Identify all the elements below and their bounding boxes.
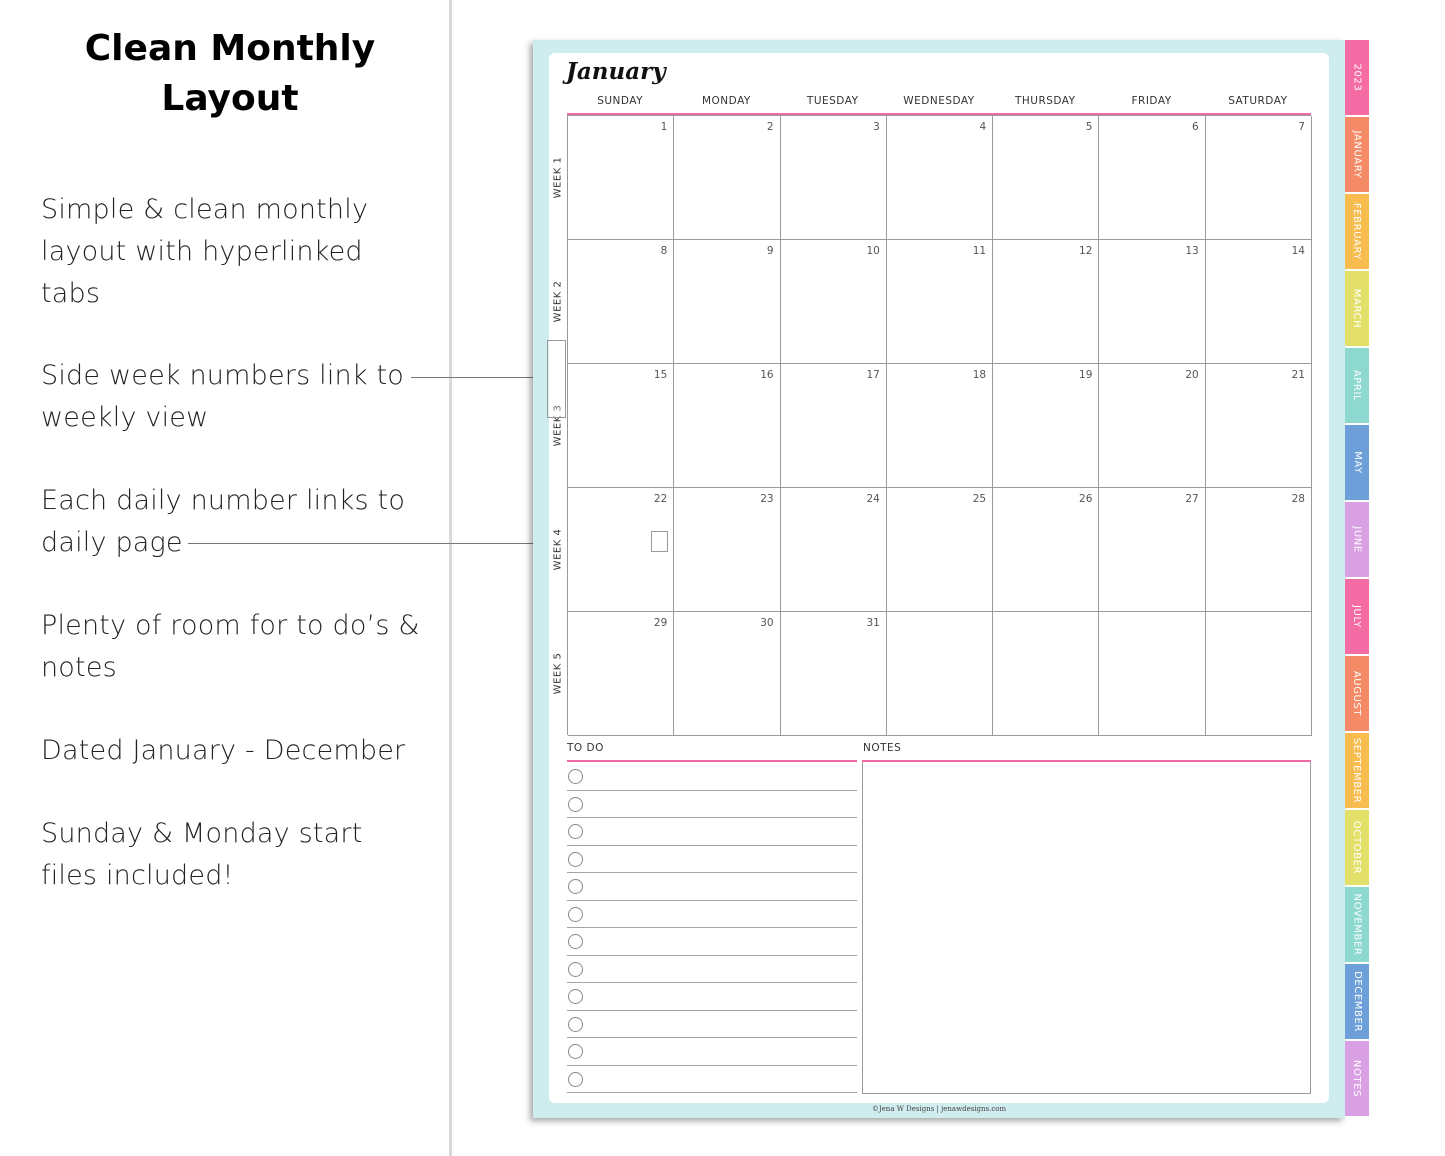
weekday-header: MONDAY [701,95,751,107]
headline [30,24,430,124]
todo-checkbox[interactable] [568,962,583,977]
tab-label: JANUARY [1351,130,1363,179]
day-number-link[interactable]: 19 [1079,369,1093,381]
tab-label: NOTES [1351,1059,1363,1098]
day-cell [1206,240,1312,364]
day-number-link[interactable]: 25 [972,493,987,505]
weekday-header: THURSDAY [1014,95,1076,107]
tab-january[interactable] [1345,117,1369,192]
day-cell [781,612,887,736]
todo-row[interactable] [567,1066,857,1094]
todo-row[interactable] [567,763,857,791]
day-cell [781,488,887,612]
day-number-link[interactable]: 26 [1079,493,1093,505]
weekday-header: TUESDAY [806,95,859,107]
day-number-link[interactable]: 30 [760,617,774,629]
feature-week-numbers: Side week numbers link to weekly view [41,360,404,433]
weekday-header: SUNDAY [597,95,644,107]
feature-start-files: Sunday & Monday start files included! [41,818,363,891]
week-label-text: WEEK 1 [552,156,564,198]
day-number-link[interactable]: 10 [866,245,880,257]
day-cell [1099,612,1205,736]
week-link-4[interactable] [545,499,571,599]
day-cell [1099,488,1205,612]
feature-panel [0,0,450,1156]
tab-label: AUGUST [1351,670,1363,717]
tab-label: MAY [1351,451,1363,474]
todo-row[interactable] [567,983,857,1011]
todo-checkbox[interactable] [568,879,583,894]
day-number-link[interactable]: 9 [766,245,774,257]
day-number-link[interactable]: 31 [866,617,880,629]
tab-february[interactable] [1345,194,1369,269]
day-cell [887,116,993,240]
day-number-link[interactable]: 22 [653,493,668,505]
todo-checkbox[interactable] [568,852,583,867]
tab-label: JUNE [1351,526,1363,553]
day-cell [568,364,674,488]
day-number-link[interactable]: 15 [653,369,668,381]
week-3-highlight [547,340,566,418]
day-number-link[interactable]: 21 [1291,369,1305,381]
day-number-link[interactable]: 8 [660,245,668,257]
day-number-link[interactable]: 20 [1185,369,1199,381]
day-number-link[interactable]: 18 [972,369,987,381]
day-number-link[interactable]: 24 [866,493,880,505]
todo-checkbox[interactable] [568,989,583,1004]
feature-todo-notes: Plenty of room for to do’s & notes [41,610,420,683]
tab-label: APRIL [1351,369,1363,402]
tab-label: FEBRUARY [1351,202,1363,261]
tab-2023[interactable] [1345,40,1369,115]
todo-row[interactable] [567,791,857,819]
weekday-header: SATURDAY [1228,95,1288,107]
day-number-link[interactable]: 2 [766,121,774,133]
day-number-link[interactable]: 1 [660,121,668,133]
tab-label: JULY [1351,604,1363,629]
tab-label: 2023 [1351,63,1363,92]
todo-checkbox[interactable] [568,1044,583,1059]
feature-daily-numbers: Each daily number links to daily page [41,485,406,558]
week-label-text: WEEK 5 [552,652,564,694]
tab-july[interactable] [1345,579,1369,654]
month-title: January [566,58,666,85]
notes-area[interactable] [862,762,1311,1094]
day-cell [781,364,887,488]
pointer-line-week [411,377,544,378]
day-number-link[interactable]: 17 [866,369,880,381]
todo-row[interactable] [567,901,857,929]
tab-october[interactable] [1345,810,1369,885]
feature-hyperlinked-tabs: Simple & clean monthly layout with hyperlinked tabs [41,194,369,309]
todo-row[interactable] [567,928,857,956]
todo-checkbox[interactable] [568,934,583,949]
tab-june[interactable] [1345,502,1369,577]
week-link-5[interactable] [545,623,571,723]
day-number-link[interactable]: 28 [1291,493,1305,505]
todo-row[interactable] [567,1011,857,1039]
day-cell [993,612,1099,736]
day-number-link[interactable]: 3 [873,121,880,133]
panel-divider [449,0,452,1156]
day-cell [568,240,674,364]
day-number-link[interactable]: 12 [1079,245,1093,257]
day-cell [1206,612,1312,736]
day-cell [1206,364,1312,488]
day-number-link[interactable]: 7 [1298,121,1305,133]
todo-row[interactable] [567,846,857,874]
day-22-highlight [651,531,668,552]
todo-row[interactable] [567,1038,857,1066]
todo-row[interactable] [567,956,857,984]
day-cell [674,612,780,736]
footer-credit: ©Jena W Designs | jenawdesigns.com [871,1105,1007,1113]
todo-rule [567,760,857,762]
todo-checkbox[interactable] [568,769,583,784]
weekday-header: FRIDAY [1131,95,1172,107]
day-cell [1099,364,1205,488]
todo-label: TO DO [567,742,604,754]
day-cell [887,612,993,736]
calendar-grid [567,115,1311,735]
notes-label: NOTES [863,742,902,754]
headline-line-1: Clean Monthly [84,28,376,69]
day-number-link[interactable]: 6 [1192,121,1199,133]
day-number-link[interactable]: 5 [1085,121,1093,133]
day-number-link[interactable]: 16 [760,369,774,381]
day-number-link[interactable]: 14 [1291,245,1305,257]
day-cell [887,240,993,364]
tab-march[interactable] [1345,271,1369,346]
day-cell [993,240,1099,364]
day-cell [674,116,780,240]
day-number-link[interactable]: 27 [1185,493,1199,505]
todo-row[interactable] [567,818,857,846]
day-cell [993,488,1099,612]
tab-december[interactable] [1345,964,1369,1039]
day-cell [1099,240,1205,364]
tab-label: OCTOBER [1351,820,1363,875]
tab-label: SEPTEMBER [1351,737,1363,804]
headline-line-2: Layout [161,78,299,119]
day-cell [674,240,780,364]
day-cell [568,612,674,736]
todo-checkbox[interactable] [568,824,583,839]
tab-april[interactable] [1345,348,1369,423]
day-number-link[interactable]: 29 [653,617,668,629]
week-link-2[interactable] [545,251,571,351]
tab-label: NOVEMBER [1351,893,1363,956]
day-number-link[interactable]: 13 [1185,245,1199,257]
todo-checkbox[interactable] [568,1017,583,1032]
todo-row[interactable] [567,873,857,901]
tab-label: DECEMBER [1351,971,1363,1032]
day-cell [887,488,993,612]
todo-checkbox[interactable] [568,797,583,812]
day-number-link[interactable]: 23 [760,493,774,505]
week-label-text: WEEK 2 [552,280,564,322]
tab-notes[interactable] [1345,1041,1369,1116]
weekday-header: WEDNESDAY [903,95,975,107]
todo-checkbox[interactable] [568,1072,583,1087]
week-label-text: WEEK 3 [552,404,564,446]
tab-august[interactable] [1345,656,1369,731]
feature-dated: Dated January - December [41,735,406,766]
day-cell [993,364,1099,488]
day-cell [887,364,993,488]
day-cell [674,364,780,488]
day-cell [781,116,887,240]
day-cell [568,116,674,240]
tab-september[interactable] [1345,733,1369,808]
week-label-text: WEEK 4 [552,528,564,570]
tab-november[interactable] [1345,887,1369,962]
week-link-1[interactable] [545,127,571,227]
day-cell [1206,488,1312,612]
todo-checkbox[interactable] [568,907,583,922]
day-cell [674,488,780,612]
day-cell [1099,116,1205,240]
day-cell [993,116,1099,240]
day-number-link[interactable]: 11 [972,245,987,257]
tab-may[interactable] [1345,425,1369,500]
day-cell [1206,116,1312,240]
day-number-link[interactable]: 4 [979,121,987,133]
tab-label: MARCH [1351,288,1363,329]
day-cell [781,240,887,364]
